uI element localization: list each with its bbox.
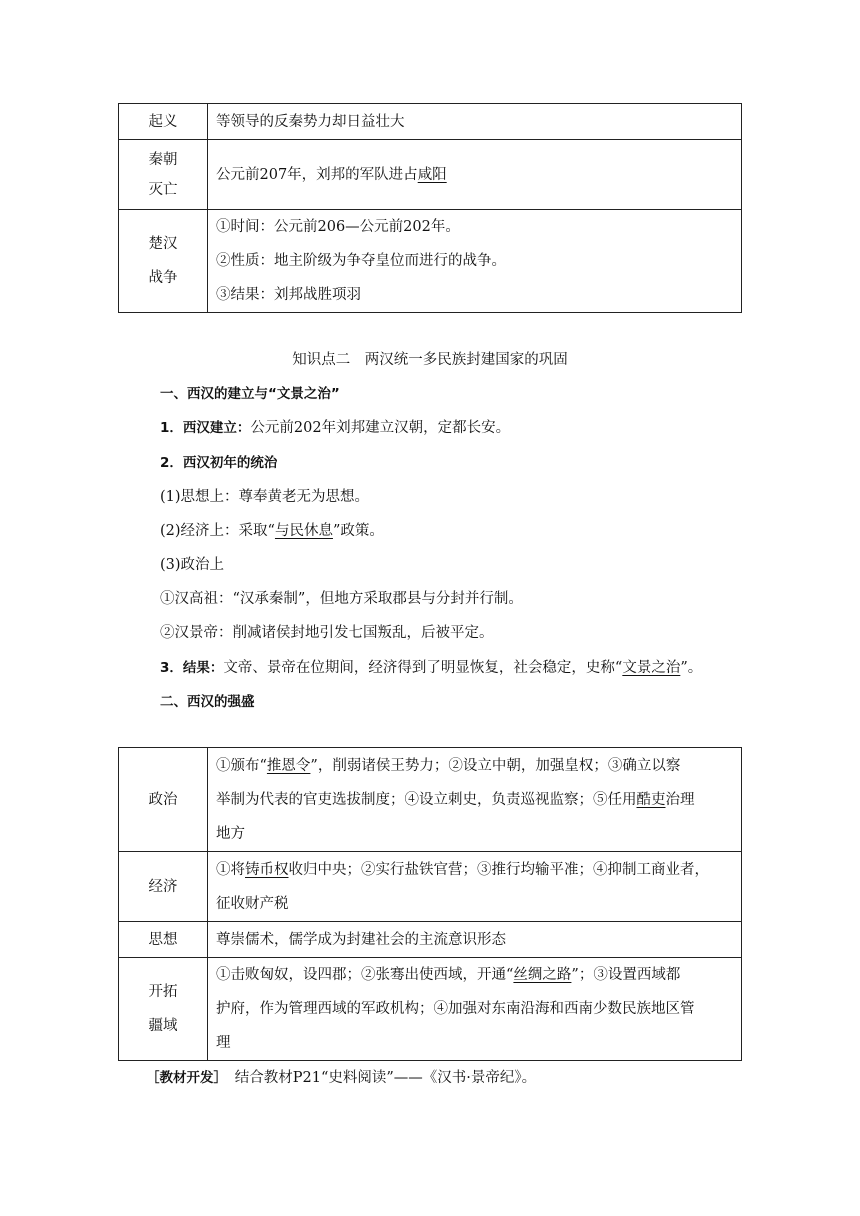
label-line: 灭亡 xyxy=(148,181,178,198)
table-row xyxy=(119,922,742,958)
row-label: 思想 xyxy=(119,922,208,958)
footer-note: ［教材开发］ 结合教材P21“史料阅读”——《汉书·景帝纪》。 xyxy=(146,1070,537,1086)
table-row xyxy=(119,748,742,852)
table-row xyxy=(119,104,742,140)
paragraph: ②汉景帝：削减诸侯封地引发七国叛乱，后被平定。 xyxy=(160,625,494,641)
list-item: ②性质：地主阶级为争夺皇位而进行的战争。 xyxy=(216,253,506,269)
label-line: 秦朝 xyxy=(148,151,178,168)
row-content: 尊崇儒术，儒学成为封建社会的主流意识形态 xyxy=(208,922,742,958)
table-row xyxy=(119,852,742,922)
table-qin-end xyxy=(118,103,742,313)
list-item: ③结果：刘邦战胜项羽 xyxy=(216,287,361,303)
row-label xyxy=(119,210,208,313)
row-content: ①击败匈奴，设四郡；②张骞出使西域，开通“丝绸之路”；③设置西域都 护府，作为管理西域的军政机构；④加强对东南沿海和西南少数民族地区管 理 xyxy=(208,958,742,1061)
paragraph: (1)思想上：尊奉黄老无为思想。 xyxy=(160,489,370,505)
table-row xyxy=(119,958,742,1061)
row-content xyxy=(208,210,742,313)
heading-1: 一、西汉的建立与“文景之治” xyxy=(160,386,340,402)
row-content: 等领导的反秦势力却日益壮大 xyxy=(208,104,742,140)
paragraph: (3)政治上 xyxy=(160,557,225,573)
table-western-han xyxy=(118,747,742,1061)
paragraph: (2)经济上：采取“与民休息”政策。 xyxy=(160,523,384,539)
row-content: ①颁布“推恩令”，削弱诸侯王势力；②设立中朝，加强皇权；③确立以察 举制为代表的官吏选拔制度；④设立刺史，负责巡视监察；⑤任用酷吏治理 地方 xyxy=(208,748,742,852)
row-label: 开拓 疆域 xyxy=(119,958,208,1061)
row-label: 起义 xyxy=(119,104,208,140)
row-label xyxy=(119,140,208,210)
section-title: 知识点二 两汉统一多民族封建国家的巩固 xyxy=(292,352,568,368)
paragraph: ①汉高祖：“汉承秦制”，但地方采取郡县与分封并行制。 xyxy=(160,591,523,607)
label-line: 楚汉 xyxy=(148,236,178,252)
row-label: 经济 xyxy=(119,852,208,922)
table-row xyxy=(119,210,742,313)
paragraph: 1．西汉建立：公元前202年刘邦建立汉朝，定都长安。 xyxy=(160,420,511,436)
paragraph: 3．结果：文帝、景帝在位期间，经济得到了明显恢复，社会稳定，史称“文景之治”。 xyxy=(160,660,703,676)
row-label: 政治 xyxy=(119,748,208,852)
table-row xyxy=(119,140,742,210)
label-line: 战争 xyxy=(148,270,178,286)
subheading: 2．西汉初年的统治 xyxy=(160,455,278,471)
heading-2: 二、西汉的强盛 xyxy=(160,694,255,710)
row-content: 公元前207年，刘邦的军队进占咸阳 xyxy=(208,140,742,210)
underlined-term: 咸阳 xyxy=(417,166,447,183)
list-item: ①时间：公元前206—公元前202年。 xyxy=(216,219,460,235)
row-content: ①将铸币权收归中央；②实行盐铁官营；③推行均输平准；④抑制工商业者， 征收财产税 xyxy=(208,852,742,922)
